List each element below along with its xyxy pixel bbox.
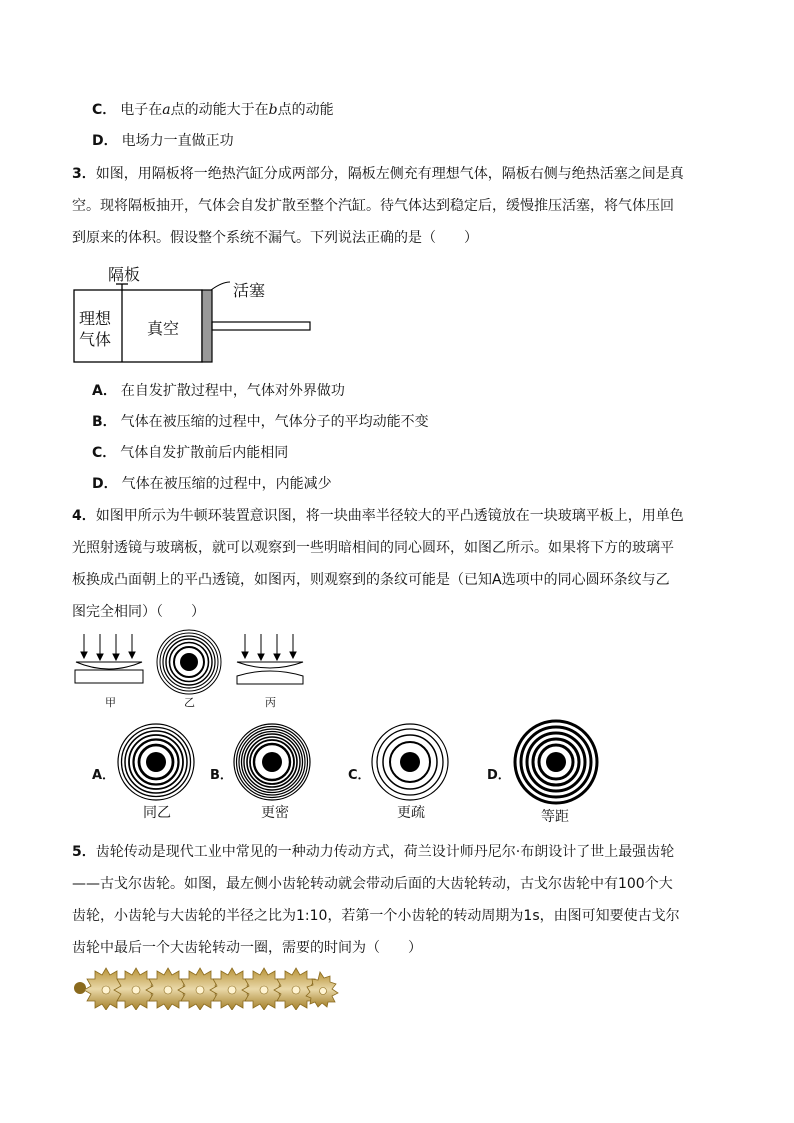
piston-rod xyxy=(212,322,310,330)
q3-stem: 3．如图，用隔板将一绝热汽缸分成两部分，隔板左侧充有理想气体，隔板右侧与绝热活塞之间是真 空。现将隔板抽开，气体会自发扩散至整个汽缸。待气体达到稳定后，缓慢推压活塞，将气体压回 到原来的体积。假设整个系统不漏气。下列说法正确的是（ ） xyxy=(72,166,684,246)
q4-choice-d-label: D． xyxy=(487,768,511,783)
q3-option-a: A． 在自发扩散过程中，气体对外界做功 xyxy=(92,383,345,399)
q4-choice-a-label: A． xyxy=(92,768,116,783)
piston-label: 活塞 xyxy=(233,281,266,300)
label-jia: 甲 xyxy=(105,696,116,709)
q2-option-d: D． 电场力一直做正功 xyxy=(92,133,234,149)
q4-choice-b-caption: 更密 xyxy=(261,805,289,821)
q2-option-c: C． 电子在a点的动能大于在b点的动能 xyxy=(92,102,334,118)
q4-choice-c-caption: 更疏 xyxy=(397,805,425,821)
googol-gear-figure xyxy=(72,966,342,1010)
small-gear xyxy=(74,982,86,994)
q4-choice-b-rings xyxy=(232,722,312,802)
q4-choice-b-label: B． xyxy=(210,768,233,783)
q4-choice-c-rings xyxy=(370,722,450,802)
q4-choice-d-rings xyxy=(512,718,600,806)
gas-label-2: 气体 xyxy=(79,330,112,349)
convex-lens xyxy=(76,662,142,669)
newton-rings-yi xyxy=(155,628,223,696)
gas-label-1: 理想 xyxy=(79,309,112,328)
q5-stem: 5．齿轮传动是现代工业中常见的一种动力传动方式，荷兰设计师丹尼尔·布朗设计了世上最强齿轮 ——古戈尔齿轮。如图，最左侧小齿轮转动就会带动后面的大齿轮转动，古戈尔齿轮中有100个大 齿轮，小齿轮与大齿轮的半径之比为1:10，若第一个小齿轮的转动周期为1s，由图可知要使古戈尔 齿轮中最后一个大齿轮转动一圈，需要的时间为（ ） xyxy=(72,844,680,956)
label-bing: 丙 xyxy=(265,696,276,709)
piston xyxy=(202,290,212,362)
newton-ring-setup-jia xyxy=(72,632,148,688)
label-yi: 乙 xyxy=(184,696,195,709)
q3-option-b: B． 气体在被压缩的过程中，气体分子的平均动能不变 xyxy=(92,414,429,430)
q3-option-c: C． 气体自发扩散前后内能相同 xyxy=(92,445,289,461)
q4-choice-a-caption: 同乙 xyxy=(143,805,171,821)
piston-leader xyxy=(211,282,230,290)
q4-stem: 4．如图甲所示为牛顿环装置意识图，将一块曲率半径较大的平凸透镜放在一块玻璃平板上，用单色 光照射透镜与玻璃板，就可以观察到一些明暗相间的同心圆环，如图乙所示。如果将下方的玻璃平 板换成凸面朝上的平凸透镜，如图丙，则观察到的条纹可能是（已知A选项中的同心圆环条纹与乙 图完全相同）（ ） xyxy=(72,508,684,620)
partition-label: 隔板 xyxy=(108,265,141,284)
q4-choice-c-label: C． xyxy=(348,768,371,783)
newton-ring-setup-bing xyxy=(233,632,309,688)
q4-choice-d-caption: 等距 xyxy=(541,809,569,825)
glass-plate xyxy=(75,670,143,683)
q3-option-d: D． 气体在被压缩的过程中，内能减少 xyxy=(92,476,332,492)
q4-choice-a-rings xyxy=(116,722,196,802)
vacuum-label: 真空 xyxy=(147,319,180,338)
